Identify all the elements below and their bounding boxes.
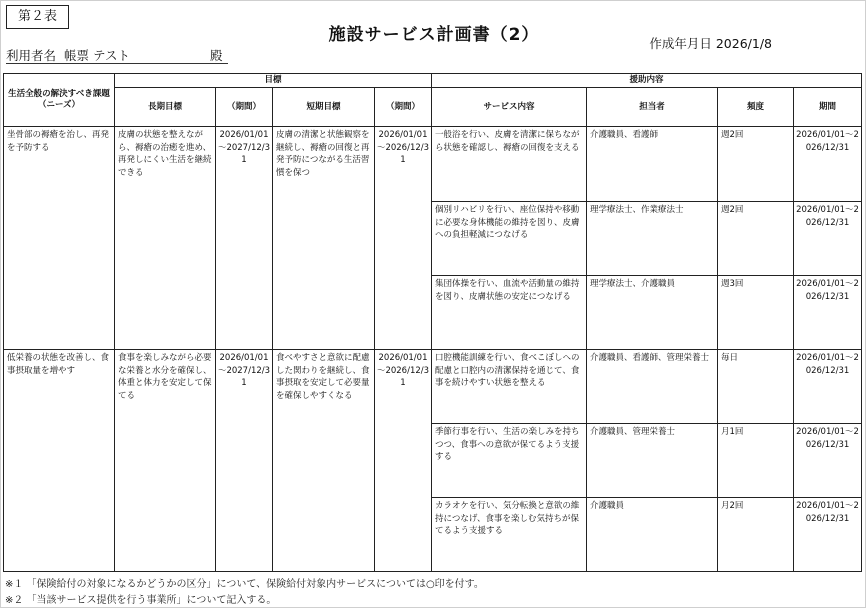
table-row bbox=[4, 350, 862, 424]
document-title: 施設サービス計画書（2） bbox=[328, 25, 540, 45]
frequency-cell: 月1回 bbox=[718, 424, 794, 498]
short-goal-cell: 皮膚の清潔と状態観察を継続し、褥瘡の回復と再発予防につながる生活習慣を保つ bbox=[273, 127, 375, 350]
user-suffix: 殿 bbox=[210, 48, 223, 63]
frequency-cell: 週2回 bbox=[718, 127, 794, 202]
staff-cell: 理学療法士、介護職員 bbox=[587, 276, 718, 350]
header-support-group: 援助内容 bbox=[432, 74, 862, 88]
service-period-cell: 2026/01/01～2026/12/31 bbox=[794, 424, 862, 498]
need-cell: 低栄養の状態を改善し、食事摂取量を増やす bbox=[4, 350, 115, 572]
staff-cell: 介護職員、看護師 bbox=[587, 127, 718, 202]
staff-cell: 介護職員、管理栄養士 bbox=[587, 424, 718, 498]
header-service: サービス内容 bbox=[432, 88, 587, 127]
short-goal-cell: 食べやすさと意欲に配慮した関わりを継続し、食事摂取を安定して必要量を確保しやすくなる bbox=[273, 350, 375, 572]
short-period-cell: 2026/01/01～2026/12/31 bbox=[375, 127, 432, 350]
long-period-cell: 2026/01/01～2027/12/31 bbox=[216, 127, 273, 350]
header-frequency: 頻度 bbox=[718, 88, 794, 127]
staff-cell: 理学療法士、作業療法士 bbox=[587, 202, 718, 276]
header-staff: 担当者 bbox=[587, 88, 718, 127]
created-label: 作成年月日 bbox=[649, 36, 712, 51]
frequency-cell: 月2回 bbox=[718, 498, 794, 572]
service-period-cell: 2026/01/01～2026/12/31 bbox=[794, 498, 862, 572]
long-goal-cell: 食事を楽しみながら必要な栄養と水分を確保し、体重と体力を安定して保てる bbox=[115, 350, 216, 572]
service-content-cell: 口腔機能訓練を行い、食べこぼしへの配慮と口腔内の清潔保持を通じて、食事を続けやすい状態を整える bbox=[432, 350, 587, 424]
header-goal-group: 目標 bbox=[115, 74, 432, 88]
service-content-cell: 一般浴を行い、皮膚を清潔に保ちながら状態を確認し、褥瘡の回復を支える bbox=[432, 127, 587, 202]
form-number-box: 第２表 bbox=[6, 5, 69, 29]
header-long-period: （期間） bbox=[216, 88, 273, 127]
service-content-cell: カラオケを行い、気分転換と意欲の維持につなげ、食事を楽しむ気持ちが保てるよう支援する bbox=[432, 498, 587, 572]
need-cell: 坐骨部の褥瘡を治し、再発を予防する bbox=[4, 127, 115, 350]
service-content-cell: 個別リハビリを行い、座位保持や移動に必要な身体機能の維持を図り、皮膚への負担軽減につなげる bbox=[432, 202, 587, 276]
long-goal-cell: 皮膚の状態を整えながら、褥瘡の治癒を進め、再発しにくい生活を継続できる bbox=[115, 127, 216, 350]
header-long-goal: 長期目標 bbox=[115, 88, 216, 127]
short-period-cell: 2026/01/01～2026/12/31 bbox=[375, 350, 432, 572]
long-period-cell: 2026/01/01～2027/12/31 bbox=[216, 350, 273, 572]
footnote-1: ※１ 「保険給付の対象になるかどうかの区分」について、保険給付対象内サービスについては○印を付す。 bbox=[5, 579, 484, 590]
header-short-goal: 短期目標 bbox=[273, 88, 375, 127]
frequency-cell: 週2回 bbox=[718, 202, 794, 276]
staff-cell: 介護職員 bbox=[587, 498, 718, 572]
frequency-cell: 週3回 bbox=[718, 276, 794, 350]
frequency-cell: 毎日 bbox=[718, 350, 794, 424]
created-date-line bbox=[649, 34, 772, 52]
header-period: 期間 bbox=[794, 88, 862, 127]
user-label: 利用者名 bbox=[6, 48, 57, 63]
staff-cell: 介護職員、看護師、管理栄養士 bbox=[587, 350, 718, 424]
header-short-period: （期間） bbox=[375, 88, 432, 127]
user-name-line bbox=[6, 46, 228, 64]
service-content-cell: 集団体操を行い、血流や活動量の維持を図り、皮膚状態の安定につなげる bbox=[432, 276, 587, 350]
created-date: 2026/1/8 bbox=[715, 36, 772, 51]
service-content-cell: 季節行事を行い、生活の楽しみを持ちつつ、食事への意欲が保てるよう支援する bbox=[432, 424, 587, 498]
service-period-cell: 2026/01/01～2026/12/31 bbox=[794, 276, 862, 350]
table-row bbox=[4, 127, 862, 202]
header-needs: 生活全般の解決すべき課題（ニーズ） bbox=[4, 74, 115, 127]
care-plan-table bbox=[3, 73, 862, 572]
service-period-cell: 2026/01/01～2026/12/31 bbox=[794, 202, 862, 276]
service-period-cell: 2026/01/01～2026/12/31 bbox=[794, 350, 862, 424]
footnote-2: ※２ 「当該サービス提供を行う事業所」について記入する。 bbox=[5, 595, 277, 606]
service-period-cell: 2026/01/01～2026/12/31 bbox=[794, 127, 862, 202]
user-name: 帳票 テスト bbox=[64, 48, 130, 63]
